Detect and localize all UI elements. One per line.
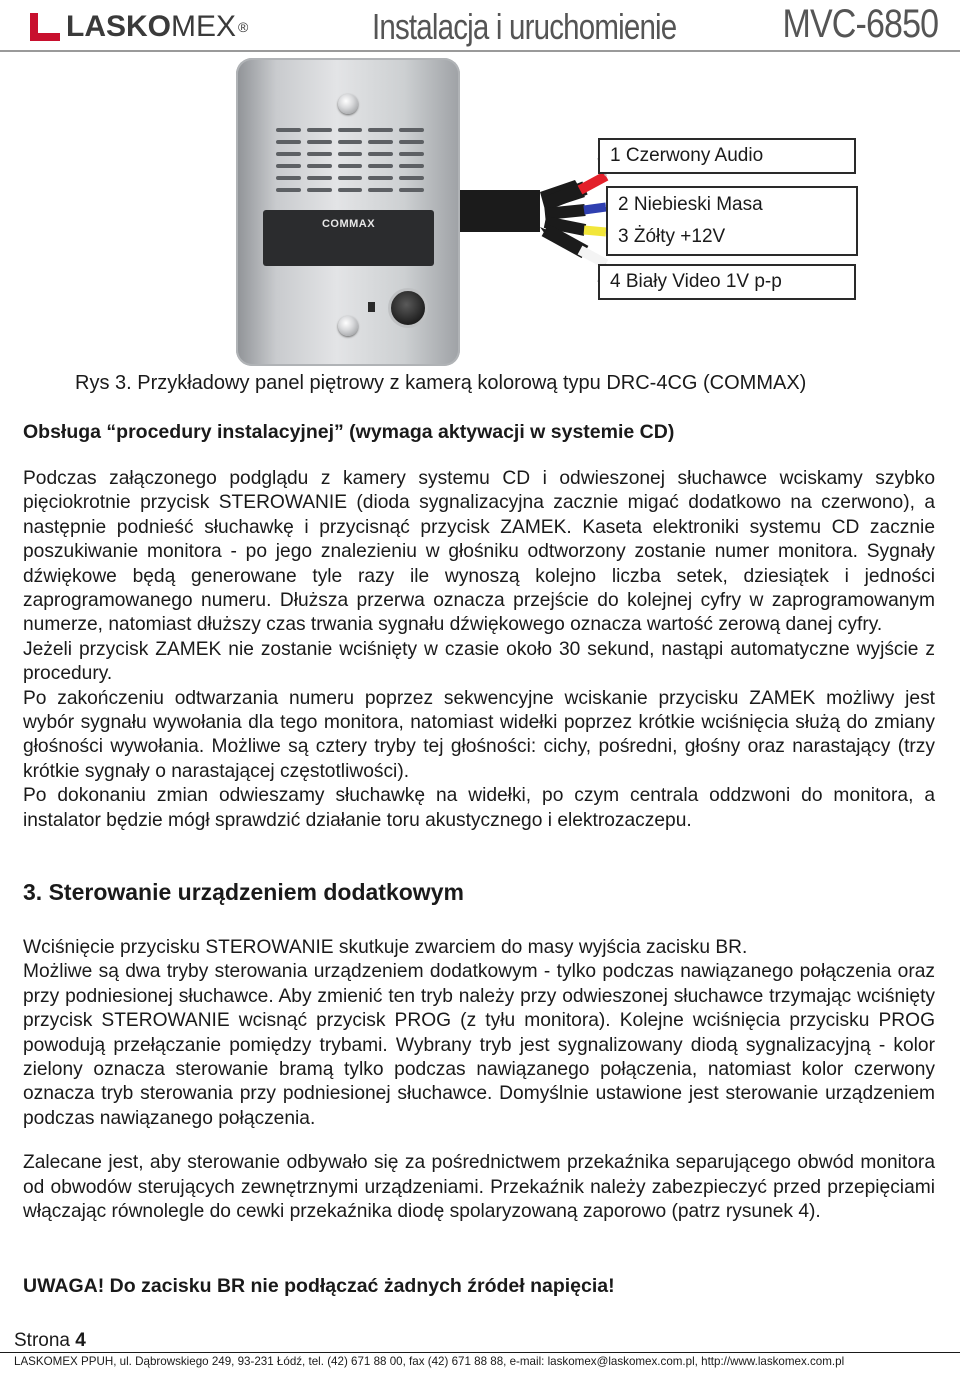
laskomex-logo <box>30 10 248 44</box>
section-title: 3. Sterowanie urządzeniem dodatkowym <box>23 879 464 905</box>
top-screw-icon <box>338 94 358 114</box>
wire-label-audio: 1 Czerwony Audio <box>598 138 856 174</box>
page-number: Strona 4 <box>14 1330 86 1351</box>
paragraph: Możliwe są dwa tryby sterowania urządzeniem dodatkowym - tylko podczas nawiązanego połączenia oraz przy podniesionej słuchawce. Aby zmienić ten tryb należy przy odwieszonej słuchawce trzymając wciśnięty przycisk STEROWANIE wcisnąć przycisk PROG (z tyłu monitora). Kolejne wciśnięcia przycisku PROG powodują przełączanie pomiędzy trybami. Wybrany tryb jest sygnalizowany diodą sygnalizacyjną - kolor zielony oznacza sterowanie bramą tylko podczas nawiązanego połączenia, natomiast kolor czerwony oznacza tryb sterowania przy podniesionej słuchawce. Domyślnie ustawione jest sterowanie urządzeniem podczas nawiązanego połączenia. <box>23 961 935 1129</box>
header-title: Instalacja i uruchomienie <box>372 6 677 47</box>
camera-window <box>263 210 434 266</box>
section2-body <box>23 936 935 1224</box>
panel-brand: COMMAX <box>321 218 376 230</box>
paragraph: Podczas załączonego podglądu z kamery systemu CD i odwieszonej słuchawce wciskamy szybko pięciokrotnie przycisk STEROWANIE (dioda sygnalizacyjna zacznie migać dodatkowo na czerwono), a następnie podnieść słuchawkę i przycisnąć przycisk ZAMEK. Kaseta elektroniki systemu CD zacznie poszukiwanie monitora - po jego znalezieniu w głośniku odtworzony zostanie numer monitora. Sygnały dźwiękowe będą generowane tyle razy ile wynoszą kolejno liczba setek, dziesiątek i jedności zaprogramowanego numeru. Dłuższa przerwa oznacza przejście do kolejnej cyfry w zaprogramowanym numerze, natomiast dłuższy czas trwania sygnału dźwiękowego oznacza wartość zerową danej cyfry. <box>23 468 935 636</box>
paragraph: Wciśnięcie przycisku STEROWANIE skutkuje zwarciem do masy wyjścia zacisku BR. <box>23 937 748 958</box>
header-model: MVC-6850 <box>782 2 938 46</box>
paragraph: Po zakończeniu odtwarzania numeru poprzez sekwencyjne wciskanie przycisku ZAMEK możliwy jest wybór sygnału wywołania dla tego monitora, natomiast widełki poprzez krótkie wciśnięcia służą do zmiany głośności wywołania. Możliwe są cztery tryby tej głośności: cichy, pośredni, głośny oraz narastający (trzy krótkie sygnały o narastającej częstotliwości). <box>23 687 935 782</box>
wire-label-video: 4 Biały Video 1V p-p <box>598 264 856 300</box>
paragraph: Jeżeli przycisk ZAMEK nie zostanie wciśnięty w czasie około 30 sekund, nastąpi automatyczne wyjście z procedury. <box>23 638 935 685</box>
footer-divider <box>0 1352 960 1353</box>
logo-wordmark: LASKOMEX <box>66 10 237 43</box>
indicator-led-icon <box>368 302 375 312</box>
door-panel <box>236 58 460 366</box>
section1-body <box>23 467 935 833</box>
paragraph: Zalecane jest, aby sterowanie odbywało się za pośrednictwem przekaźnika separującego obwód monitora od obwodów sterujących zewnętrznymi urządzeniami. Przekaźnik należy zabezpieczyć przed przepięciami włączając równolegle do cewki przekaźnika diodę spolaryzowaną zaporowo (patrz rysunek 4). <box>23 1152 935 1223</box>
call-button-icon <box>388 288 428 328</box>
footer-address: LASKOMEX PPUH, ul. Dąbrowskiego 249, 93-231 Łódź, tel. (42) 671 88 00, fax (42) 671 88 88, e-mail: laskomex@laskomex.com.pl, http://www.laskomex.com.pl <box>14 1355 845 1368</box>
paragraph: Po dokonaniu zmian odwieszamy słuchawkę na widełki, po czym centrala oddzwoni do monitora, a instalator będzie mógł sprawdzić działanie toru akustycznego i elektrozaczepu. <box>23 785 935 831</box>
section-heading-procedure: Obsługa “procedury instalacyjnej” (wymaga aktywacji w systemie CD) <box>23 421 675 443</box>
wire-3 <box>584 230 606 232</box>
figure-caption: Rys 3. Przykładowy panel piętrowy z kamerą kolorową typu DRC-4CG (COMMAX) <box>75 372 807 394</box>
speaker-grille <box>276 128 424 200</box>
registered-mark: ® <box>238 19 249 35</box>
wire-2 <box>584 207 606 210</box>
wire-4 <box>580 250 606 264</box>
warning-text: UWAGA! Do zacisku BR nie podłączać żadnych źródeł napięcia! <box>23 1275 615 1297</box>
wire-label-ground: 2 Niebieski Masa <box>606 186 858 222</box>
bottom-screw-icon <box>338 316 358 336</box>
wire-label-power: 3 Żółty +12V <box>606 220 858 256</box>
page-header <box>0 0 960 52</box>
figure-door-panel <box>0 52 960 372</box>
wire-1 <box>580 176 606 190</box>
logo-mark-icon <box>30 13 60 41</box>
